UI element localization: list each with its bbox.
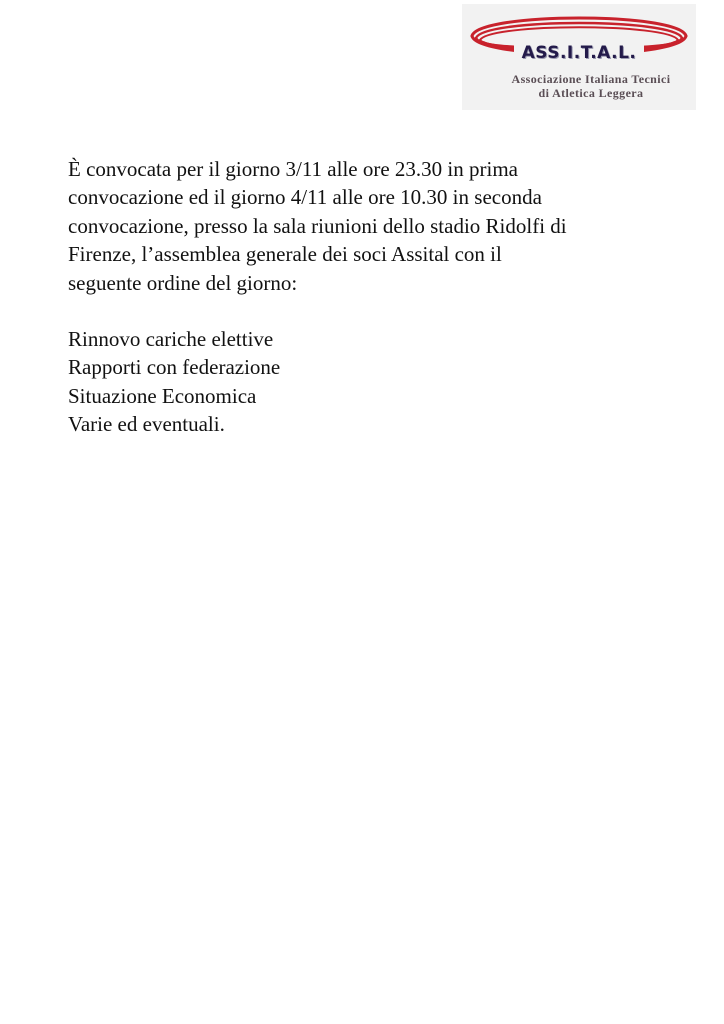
paragraph-line: convocazione ed il giorno 4/11 alle ore 10.30 in seconda [68, 185, 542, 210]
paragraph-line: Firenze, l’assemblea generale dei soci Assital con il [68, 242, 502, 267]
paragraph-line: È convocata per il giorno 3/11 alle ore 23.30 in prima [68, 157, 519, 181]
agenda-list [68, 325, 668, 439]
agenda-item: Varie ed eventuali. [68, 412, 225, 437]
association-logo [462, 4, 696, 110]
document-body [68, 155, 668, 439]
agenda-item: Situazione Economica [68, 383, 257, 408]
logo-acronym: ASS.I.T.A.L. [514, 42, 644, 64]
logo-subtitle-line-2: di Atletica Leggera [538, 86, 644, 100]
convocation-paragraph [68, 155, 668, 297]
agenda-item: Rinnovo cariche elettive [68, 327, 274, 352]
paragraph-line: convocazione, presso la sala riunioni dello stadio Ridolfi di [68, 213, 567, 238]
agenda-item: Rapporti con federazione [68, 355, 281, 380]
logo-subtitle-line-1: Associazione Italiana Tecnici [511, 72, 671, 86]
paragraph-line: seguente ordine del giorno: [68, 270, 298, 295]
